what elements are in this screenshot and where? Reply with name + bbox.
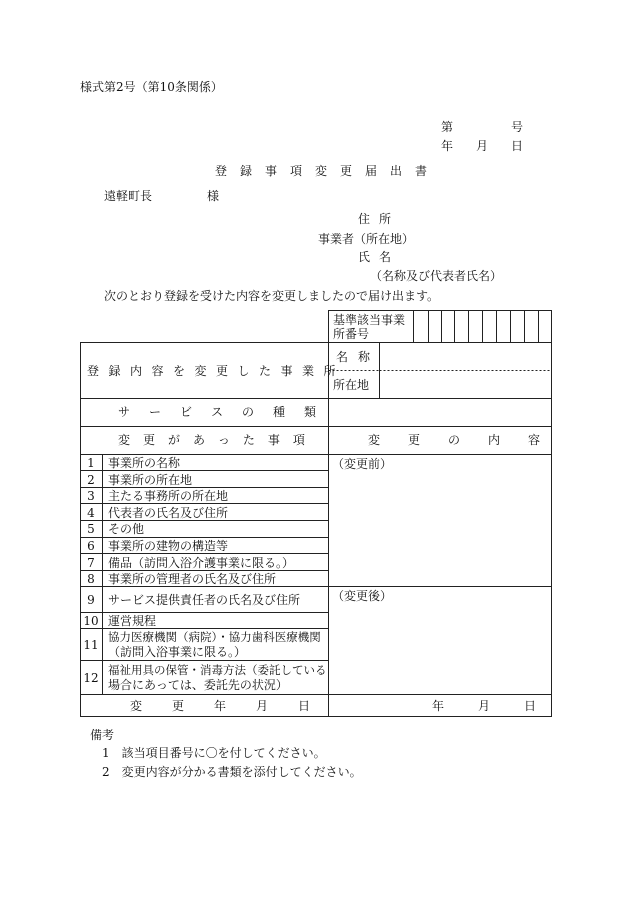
item-text: 事業所の管理者の氏名及び住所 [108,572,277,586]
office-location-label: 所在地 [333,378,370,392]
note-item: 1 該当項目番号に〇を付してください。 [102,746,326,760]
item-text: 主たる事務所の所在地 [108,489,229,503]
item-text: 代表者の氏名及び住所 [108,506,229,520]
item-text: 運営規程 [108,614,157,628]
item-number: 10 [83,614,99,628]
changed-items-header: 変更があった事項 [118,433,318,447]
item-number: 9 [87,593,95,607]
before-label: （変更前） [332,457,393,471]
item-text-line2: （訪問入浴事業に限る。） [108,645,247,659]
change-content-header: 変更の内容 [368,433,569,447]
date-day: 日 [511,139,524,153]
item-number: 2 [87,473,95,487]
number-prefix: 第 [441,120,454,134]
number-suffix: 号 [511,120,524,134]
after-label: （変更後） [332,589,393,603]
change-date-month: 月 [478,699,491,713]
item-text: 事業所の所在地 [108,473,193,487]
item-number: 7 [87,556,95,570]
page-title: 登録事項変更届出書 [215,164,441,178]
note-item: 2 変更内容が分かる書類を添付してください。 [102,765,362,779]
form-id: 様式第2号（第10条関係） [80,80,223,94]
item-number: 3 [87,489,95,503]
item-text: 協力医療機関（病院）・協力歯科医療機関 [108,630,321,644]
item-number: 8 [87,572,95,586]
item-text-line2: 場合にあっては、委託先の状況） [108,678,288,692]
change-date-label: 変更年月日 [130,699,341,713]
addressee-honorific: 様 [207,189,220,203]
statement: 次のとおり登録を受けた内容を変更しましたので届け出ます。 [104,289,440,303]
item-text: 福祉用具の保管・消毒方法（委託している [108,663,327,677]
notes-heading: 備考 [90,728,115,742]
item-number: 11 [83,638,99,652]
address-label: 住所 [358,212,401,226]
service-type-label: サービスの種類 [118,405,336,419]
addressee-name: 遠軽町長 [104,189,153,203]
item-number: 5 [87,522,95,536]
changed-office-label: 登録内容を変更した事業所 [87,364,346,378]
name-label: 氏名 [358,250,401,264]
item-text: 備品（訪問入浴介護事業に限る。） [108,556,295,570]
item-text: 事業所の名称 [108,456,181,470]
item-text: 事業所の建物の構造等 [108,539,229,553]
office-name-label: 名称 [336,350,381,364]
item-number: 4 [87,506,95,520]
change-date-year: 年 [432,699,445,713]
item-text: その他 [108,522,145,536]
item-text: サービス提供責任者の氏名及び住所 [108,593,301,607]
office-number-label-1: 基準該当事業 [333,313,406,327]
item-number: 6 [87,539,95,553]
name-note: （名称及び代表者氏名） [370,269,503,283]
item-number: 1 [87,456,95,470]
date-year: 年 [441,139,454,153]
entity-label: 事業者（所在地） [318,232,415,246]
date-month: 月 [476,139,489,153]
item-number: 12 [83,671,99,685]
office-number-label-2: 所番号 [333,327,370,341]
change-date-day: 日 [524,699,537,713]
